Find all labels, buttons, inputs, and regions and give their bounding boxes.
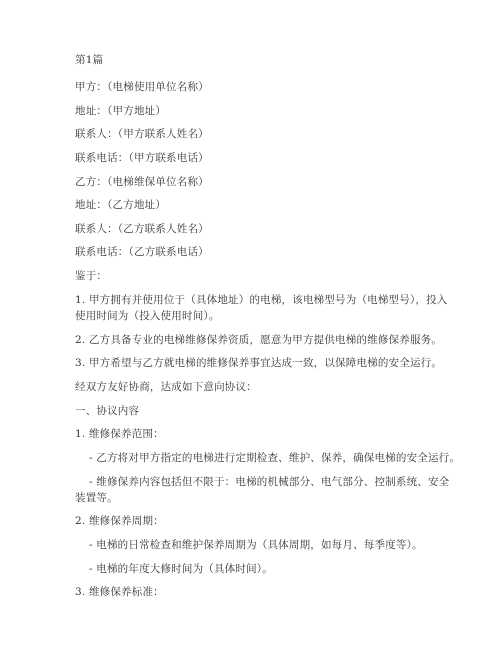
- item-2-point-2: - 电梯的年度大修时间为（具体时间）。: [89, 563, 273, 575]
- whereas-label: 鉴于：: [75, 270, 108, 282]
- item-1-title: 1. 维修保养范围：: [75, 428, 164, 440]
- party-a-contact: 联系人：（甲方联系人姓名）: [75, 128, 209, 140]
- section-1-title: 一、协议内容: [75, 405, 140, 417]
- item-3-title: 3. 维修保养标准：: [75, 586, 164, 598]
- item-1-point-2-line-1: - 维修保养内容包括但不限于：电梯的机械部分、电气部分、控制系统、安全: [89, 476, 450, 488]
- agreement-intro: 经双方友好协商，达成如下意向协议：: [75, 381, 257, 393]
- party-b-address: 地址：（乙方地址）: [75, 199, 167, 211]
- item-1-point-2-line-2: 装置等。: [75, 492, 118, 504]
- document-heading: 第1篇: [75, 54, 104, 66]
- party-b-name: 乙方：（电梯维保单位名称）: [75, 176, 209, 188]
- recital-2: 2. 乙方具备专业的电梯维修保养资质，愿意为甲方提供电梯的维修保养服务。: [75, 334, 443, 346]
- party-a-name: 甲方：（电梯使用单位名称）: [75, 81, 209, 93]
- recital-1-line-2: 使用时间为（投入使用时间）。: [75, 310, 220, 322]
- item-1-point-1: - 乙方将对甲方指定的电梯进行定期检查、维护、保养，确保电梯的安全运行。: [89, 452, 461, 464]
- recital-1-line-1: 1. 甲方拥有并使用位于（具体地址）的电梯，该电梯型号为（电梯型号），投入: [75, 294, 448, 306]
- item-2-point-1: - 电梯的日常检查和维护保养周期为（具体周期，如每月、每季度等）。: [89, 539, 423, 551]
- party-b-phone: 联系电话：（乙方联系电话）: [75, 246, 209, 258]
- party-b-contact: 联系人：（乙方联系人姓名）: [75, 223, 209, 235]
- party-a-address: 地址：（甲方地址）: [75, 105, 167, 117]
- recital-3: 3. 甲方希望与乙方就电梯的维修保养事宜达成一致，以保障电梯的安全运行。: [75, 357, 443, 369]
- item-2-title: 2. 维修保养周期：: [75, 515, 164, 527]
- party-a-phone: 联系电话：（甲方联系电话）: [75, 152, 209, 164]
